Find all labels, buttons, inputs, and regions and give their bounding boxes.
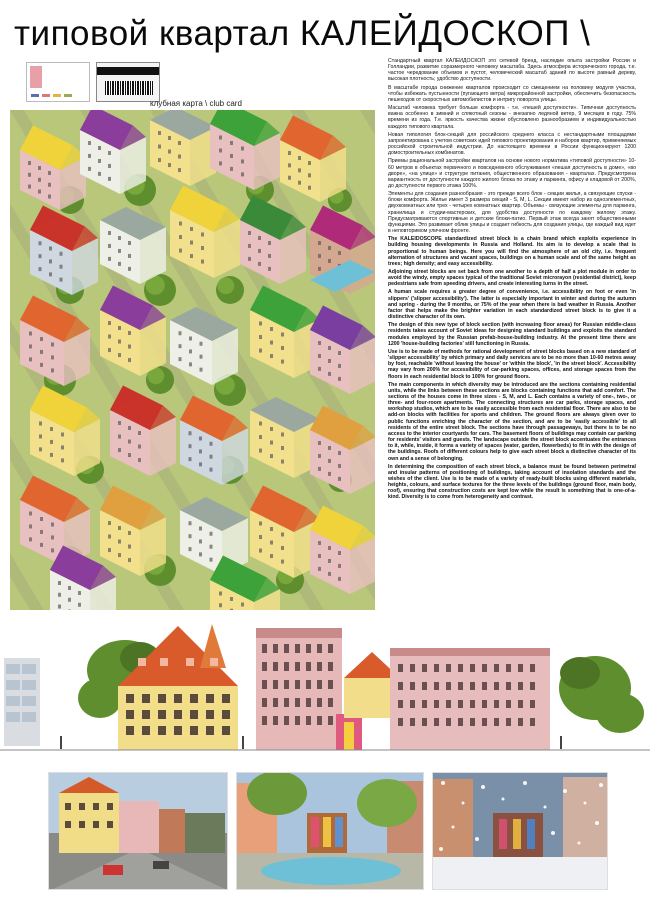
description-paragraph: Adjoining street blocks are set back from one another to a depth of half a plot module in order to avoid the windy, empty spaces typical of the traditional Soviet microrayon (residential district), keep pedestrians safe from speeding drivers, and create interesting turns in the street. <box>388 269 636 288</box>
description-paragraph: В масштабе города снижение кварталов происходит со смещением на половину модуля участка, чтобы избежать пустынности (пугающего ветра) микрорайонной застройки, обеспечить безопасность пешеходов от скоростных автомобилистов и интригу поворота улицы. <box>388 84 636 103</box>
club-card-front <box>26 62 90 102</box>
description-paragraph: Приемы рациональной застройки кварталов на основе нового норматива «типовой доступности» 10-60 метров в объектах первичного и повседневного обслуживания «пешая доступность в доме», «во дворе», «на улице» и структуре питания, общественного образования - кварталах. Предусмотрена вариантность от доступности каждого жилого блока по этажу и паркинга, офису и кладовой от 200%, до доступности первого этажа 100%. <box>388 158 636 189</box>
description-text-column <box>388 58 636 614</box>
description-paragraph: Use is to be made of methods for rational development of street blocks based on a new standard of 'slipper accessibility' by which primary and daily services are to be no more than 10-60 metres away by foot, reachable 'without leaving the house' or 'within the block', 'in the street block'. Accessibility may vary from 200% for accessibility of car-parking spaces, offices, and storage spaces from the floors in each residential block to 100% for ground floors. <box>388 348 636 380</box>
description-paragraph: Элементы для создания разнообразия - это прежде всего блок - секции жилья, а связующие спуски - блоки комфорта. Жилье имеет 3 размера секций - S, M, L. Секции имеют набор из одноэлементных, двухкомнатных или трех - четырех комнатных квартир. Объемы - связующие элементы для паркинга, хранилища и студии-мастерских, для удобства доступности по каждому жилому этажу. Предусматриваются спортивные и детские блоки-патио. Первый этаж всегда занят общественными функциями. Это развивает облик улицы и создает гибкость для создания улицы, где каждый вид идет в неповторимом уличном фронте. <box>388 191 636 235</box>
description-paragraph: The main components in which diversity may be introduced are the sections containing residential units, while the links between these sections are blocks containing functions that add comfort. The sections of the houses come in three sizes - S, M, and L. Each contains a variety of one-, two-, or three- and four-room apartments. The connecting structures are car parks, storage spaces, and workshop studios, which are to be easily accessible from each residential floor. There are also to be add-on blocks with facilities for sports and children. The ground floors are always given over to public functions enriching the character of the section, and are to be 'easily accessible' to all residents of the entire street block. The sections have through passageways, but there is to be no access to the interior courtyards for cars. The basement floors of buildings may contain car parking for residents' visitors and guests. The landscape outside the street block accentuates the entrances to it, while, inside, it forms a variety of spaces (water, garden, flowerbeds) to fit in with the design of the buildings. Roofs of different colours help to give each street block a distinctive character of its own and a sense of belonging. <box>388 381 636 462</box>
colorful-ground-block <box>336 714 362 750</box>
courtyard-winter-photo <box>432 772 608 890</box>
pink-building-2 <box>390 648 550 750</box>
club-card-back <box>96 62 160 102</box>
english-description <box>388 236 636 500</box>
courtyard-pool-photo <box>236 772 424 890</box>
card-magnetic-stripe <box>97 67 159 75</box>
description-paragraph: Стандартный квартал КАЛЕЙДОСКОП это сетевой бренд, наследие опыта застройки России и Голландии, развитие соразмерного человеку масштаба. Здесь атмосфера исторического города, т.е. частое чередование объемов и пустот, человеческий масштаб зданий по высоте равный дереву, высокая плотность; удобство доступности. <box>388 58 636 83</box>
card-logo-block <box>30 66 42 88</box>
page-title: типовой квартал КАЛЕЙДОСКОП \ <box>14 14 591 53</box>
description-paragraph: In determining the composition of each street block, a balance must be found between perimetral and insular patterns of positioning of buildings, taking account of insolation standards and the wishes of the client. Use is to be made of a variety of ready-built blocks using different materials, heights, colours, and surface textures for the three levels of the buildings (ground floor, main body, roof), ensuring that construction costs are kept low while the result is something that is one-of-a-kind. Diversity is to come from heterogeneity and contrast. <box>388 463 636 501</box>
description-paragraph: The KALEIDOSCOPE standardized street block is a chain brand which exploits experience in building housing developments in Russia and Holland. Its aim is to develop a scale that is proportional to human beings. Here you will find the atmosphere of an old city, i.e. frequent alternation of structures and vacant spaces, buildings on a human scale and of the same height as trees; high density; and easy accessibility. <box>388 236 636 267</box>
description-paragraph: Новая типология блок-секций для российского среднего класса с нестандартными площадями запроектирована с учетом советских идей типового проектирования и наборов квартир, применяемых российской строительной индустрии. До настоящего времени в России функционируют 1200 домостроительных комбинатов. <box>388 131 636 157</box>
street-view-photo <box>48 772 228 890</box>
club-card <box>26 62 161 114</box>
russian-description <box>388 58 636 234</box>
street-facade-elevation <box>0 618 650 753</box>
description-paragraph: A human scale requires a greater degree of convenience, i.e. accessibility on foot or even 'in slippers' ('slipper accessibility'). The latter is especially important in winter and during the autumn and spring - during the 9 months, or 75% of the year when there is bad weather in Russia. Another factor that helps make the brighter variation in each standardized street block is to give it a distinctive character of its own. <box>388 289 636 321</box>
club-card-caption: клубная карта \ club card <box>150 99 242 108</box>
isometric-street-block-render <box>10 110 375 610</box>
description-paragraph: The design of this new type of block section (with increasing floor areas) for Russian middle-class residents takes account of Soviet ideas for designing standard buildings and exploits the standard modules employed by the Russian prefab-house-building industry. At the present time there are 1200 'house-building factories' still functioning in Russia. <box>388 322 636 347</box>
description-paragraph: Масштаб человека требует больше комфорта - т.е. «пешей доступности». Типичная доступность важна особенно в зимний и слякотный сезоны - внезапно ледяной ветер, 9 месяцев в году. 75% времени из года. Т.е. яркость качества жизни обусловлено разнообразием и индивидуальностью каждого типового квартала. <box>388 105 636 130</box>
glass-building-left <box>4 658 40 746</box>
pink-building-1 <box>256 628 342 750</box>
card-color-strip <box>31 94 72 97</box>
card-barcode <box>105 81 153 95</box>
